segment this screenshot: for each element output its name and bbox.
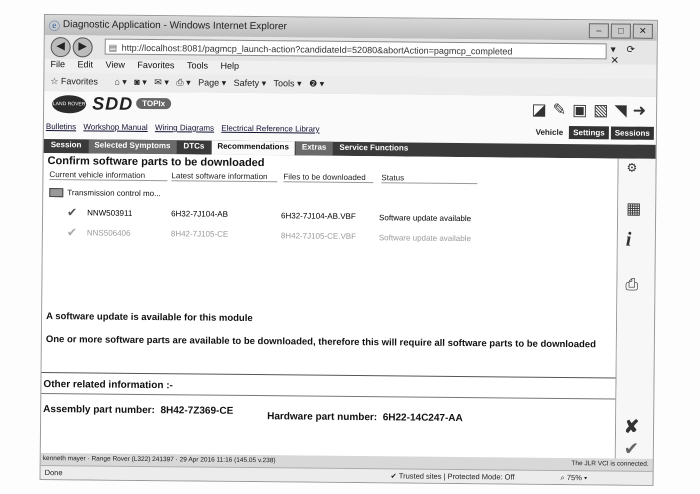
check-icon: ✔ [66, 225, 78, 240]
camera-icon[interactable]: ◪ [531, 101, 547, 119]
header-tools [532, 100, 647, 121]
col-current-vehicle: Current vehicle information [49, 170, 167, 181]
right-toolbar [616, 159, 656, 459]
tab-recommendations[interactable]: Recommendations [211, 141, 295, 156]
address-bar[interactable] [105, 39, 607, 60]
land-rover-logo: LAND ROVER [52, 95, 86, 113]
safety-menu[interactable]: Safety ▾ [233, 77, 267, 89]
menu-edit[interactable]: Edit [77, 59, 94, 70]
minimize-button[interactable]: – [589, 23, 609, 38]
signal-icon[interactable]: ◥ [614, 102, 627, 120]
session-info: kenneth mayer · Range Rover (L322) 241397 · 29 Apr 2016 11:16 (145.05 v.238) [42, 455, 276, 465]
module-icon [49, 188, 63, 197]
main-content [41, 153, 619, 459]
sdd-logo: SDD [92, 93, 134, 114]
divider [41, 393, 615, 400]
tab-session[interactable]: Session [50, 140, 82, 150]
security-zone: ✔ Trusted sites | Protected Mode: Off [390, 471, 515, 482]
favorites-label: Favorites [60, 76, 98, 87]
page-icon: ▤ [108, 42, 118, 53]
current-part: NNS506406 [86, 228, 131, 238]
info-icon[interactable]: i [625, 228, 632, 251]
tab-settings[interactable]: Settings [569, 126, 609, 139]
page-menu[interactable]: Page ▾ [198, 77, 227, 88]
check-icon: ✔ [67, 205, 78, 220]
window-title: Diagnostic Application - Windows Internet Explorer [62, 19, 287, 33]
exit-icon[interactable]: ➜ [632, 102, 647, 120]
hardware-value: 6H22-14C247-AA [382, 412, 463, 425]
tab-service-functions[interactable]: Service Functions [339, 142, 409, 153]
col-files: Files to be downloaded [283, 172, 373, 183]
reference-links [46, 122, 325, 134]
favorites-button[interactable]: ☆ Favorites [50, 76, 98, 87]
tools-menu[interactable]: Tools ▾ [273, 78, 302, 89]
download-file: 6H32-7J104-AB.VBF [281, 211, 356, 222]
mail-icon[interactable]: ✉ ▾ [154, 77, 169, 88]
tab-sessions[interactable]: Sessions [611, 126, 654, 139]
command-bar [114, 77, 324, 90]
topix-button[interactable]: TOPIx [136, 98, 171, 109]
ie-logo-icon: ⓔ [48, 21, 60, 34]
hardware-label: Hardware part number: [267, 411, 378, 424]
link-electrical-reference[interactable]: Electrical Reference Library [221, 123, 320, 134]
home-icon[interactable]: ⌂ ▾ [114, 76, 127, 87]
help-icon[interactable]: ❷ ▾ [309, 78, 325, 89]
feeds-icon[interactable]: ◙ ▾ [134, 76, 147, 87]
menu-file[interactable]: File [50, 59, 66, 70]
link-wiring-diagrams[interactable]: Wiring Diagrams [154, 123, 215, 133]
confirm-icon[interactable]: ✔ [623, 438, 640, 459]
tab-vehicle[interactable]: Vehicle [535, 127, 564, 137]
sdd-header [44, 91, 656, 145]
menu-view[interactable]: View [105, 59, 125, 70]
menu-tools[interactable]: Tools [186, 60, 209, 71]
col-status: Status [381, 173, 477, 184]
link-bulletins[interactable]: Bulletins [45, 122, 77, 132]
top-tabs [532, 126, 654, 140]
module-row[interactable] [49, 188, 161, 198]
assembly-part-number [43, 404, 233, 417]
pen-icon[interactable]: ✎ [552, 101, 567, 120]
assembly-label: Assembly part number: [43, 404, 155, 417]
load-status: Done [44, 468, 63, 478]
close-button[interactable]: ✕ [633, 24, 653, 39]
tab-dtcs[interactable]: DTCs [183, 141, 205, 151]
hardware-part-number [267, 411, 463, 424]
document-icon[interactable]: ▣ [572, 102, 588, 120]
page-title: Confirm software parts to be downloaded [47, 155, 265, 170]
cancel-icon[interactable]: ✘ [623, 416, 640, 437]
download-notice: One or more software parts are available to be downloaded, therefore this will require all software parts to be downloaded [45, 334, 596, 351]
browser-window [40, 14, 658, 486]
zoom-level: 75% [566, 473, 582, 483]
window-controls [589, 23, 653, 39]
back-button[interactable]: ◀ [51, 37, 71, 57]
status-text: Software update available [379, 213, 472, 224]
latest-part: 6H32-7J104-AB [171, 209, 229, 219]
forward-button[interactable]: ▶ [73, 37, 93, 57]
maximize-button[interactable]: □ [611, 23, 631, 38]
tab-selected-symptoms[interactable]: Selected Symptoms [88, 139, 176, 154]
trusted-sites-text: Trusted sites | Protected Mode: Off [398, 471, 515, 482]
divider [42, 372, 616, 379]
address-url: http://localhost:8081/pagmcp_launch-action?candidateId=52080&abortAction=pagmcp_completed [121, 42, 513, 57]
latest-part: 8H42-7J105-CE [170, 229, 229, 239]
tab-extras[interactable]: Extras [296, 141, 333, 155]
settings-icon[interactable]: ⚙ [626, 160, 638, 175]
printer-icon[interactable]: ⎙ [625, 276, 639, 294]
current-part: NNW503911 [87, 208, 133, 218]
assembly-value: 8H42-7Z369-CE [160, 405, 234, 417]
zoom-control[interactable]: ⌕ 75% ▾ [560, 472, 588, 483]
zoom-icon[interactable]: ▦ [626, 200, 642, 218]
vci-status: The JLR VCI is connected. [571, 460, 649, 468]
link-workshop-manual[interactable]: Workshop Manual [83, 122, 148, 133]
menu-help[interactable]: Help [220, 60, 240, 71]
update-available-message: A software update is available for this module [46, 311, 253, 325]
module-name: Transmission control mo... [67, 188, 161, 199]
table-row[interactable] [43, 205, 617, 227]
print-icon[interactable]: ⎙ ▾ [176, 77, 191, 88]
col-latest-software: Latest software information [171, 171, 277, 182]
table-row[interactable] [43, 225, 617, 247]
refresh-stop-icons[interactable]: ▾ ⟳ ✕ [610, 44, 639, 67]
download-file: 8H42-7J105-CE.VBF [280, 231, 357, 242]
tools-icon[interactable]: ▧ [593, 102, 609, 120]
menu-favorites[interactable]: Favorites [137, 59, 175, 71]
status-text: Software update available [378, 233, 471, 244]
other-info-heading: Other related information :- [43, 379, 173, 392]
